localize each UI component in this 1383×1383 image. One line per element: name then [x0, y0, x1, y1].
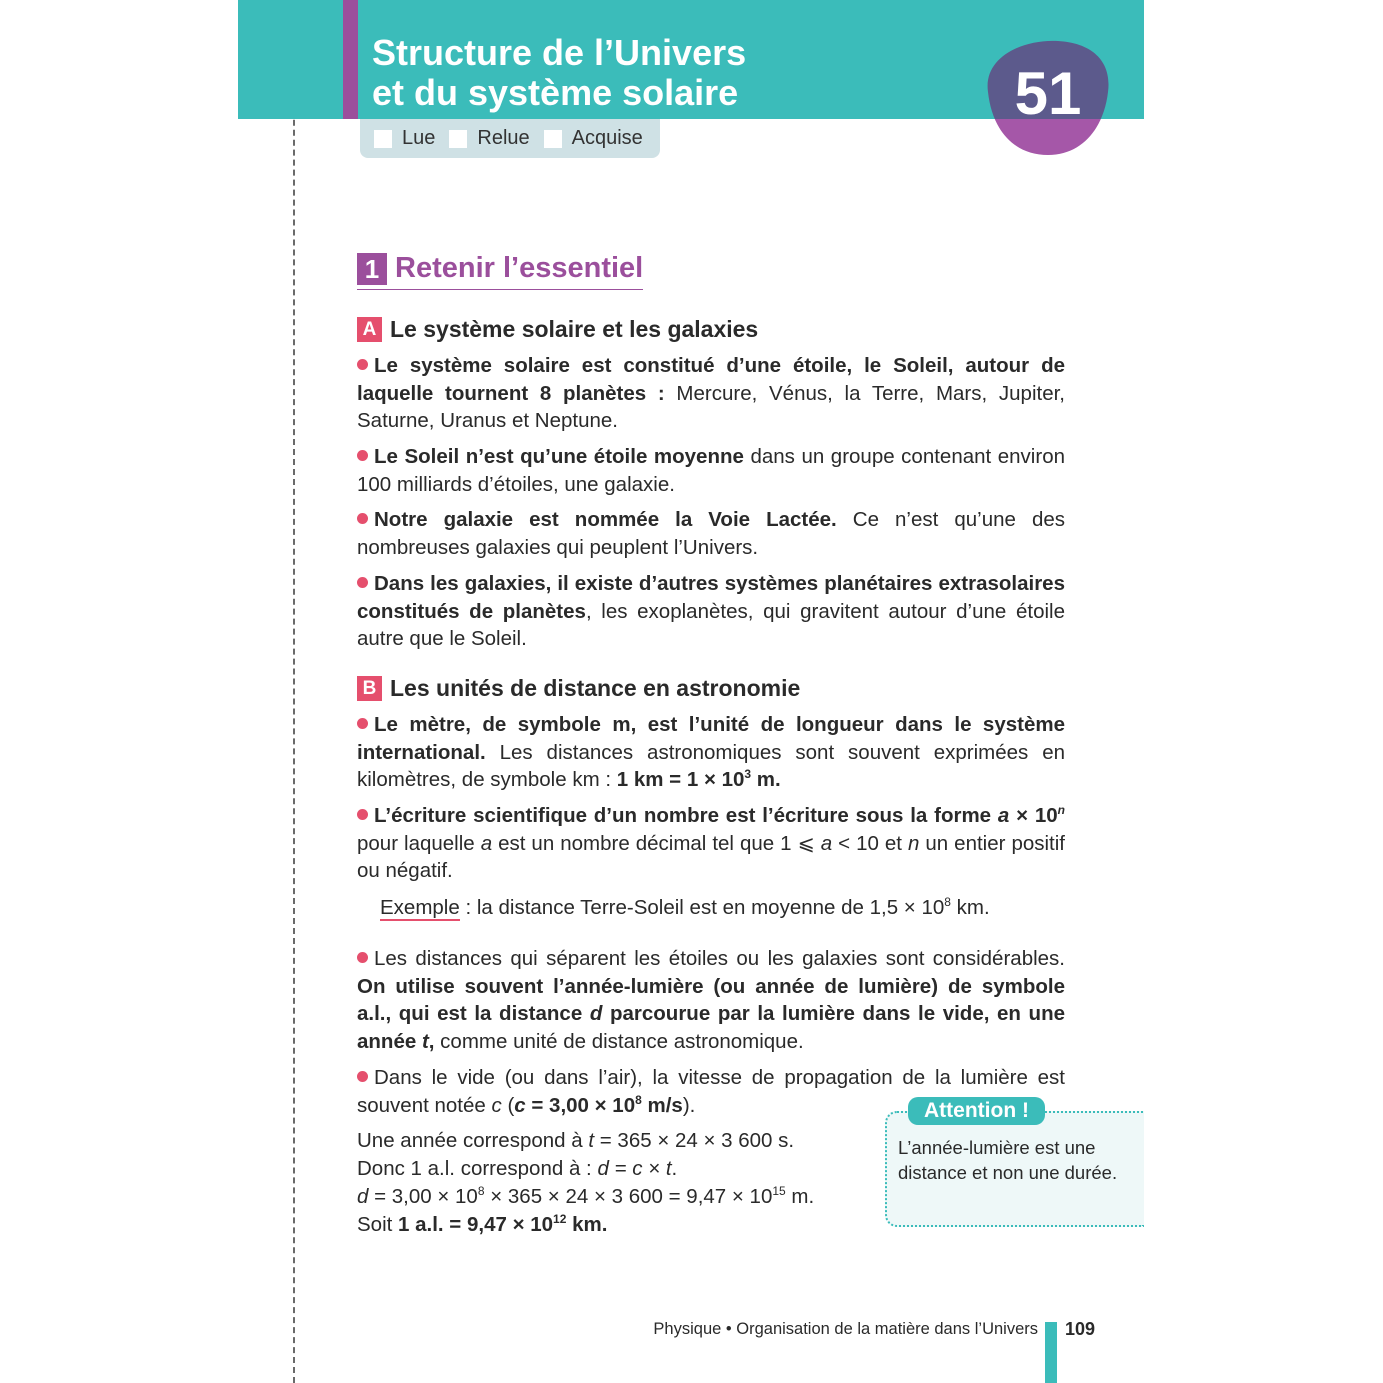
status-acquise-checkbox[interactable]	[544, 127, 643, 150]
text-bold: Le système solaire est constitué d’une étoile, le Soleil, autour de laquelle tournent 8 planètes :	[357, 354, 1065, 405]
section-number: 1	[357, 253, 387, 285]
footer-accent-bar	[1045, 1322, 1057, 1383]
attention-text: L’année-lumière est une distance et non une durée.	[898, 1137, 1118, 1183]
formula: 1 km = 1 × 10	[616, 768, 745, 791]
calc-line-2	[357, 1155, 814, 1183]
text-bold: Notre galaxie est nommée la Voie Lactée.	[374, 508, 837, 531]
checkbox-icon	[544, 130, 562, 148]
calc-line-3	[357, 1183, 814, 1211]
variable-d: d	[589, 1002, 603, 1025]
exponent: 3	[744, 767, 752, 782]
header-accent-bar	[343, 0, 358, 119]
section-heading	[357, 252, 643, 290]
subsection-a-letter: A	[357, 317, 382, 342]
variable-a: a	[480, 831, 493, 855]
text: Mercure, Vénus, la Terre, Mars, Jupiter, Saturne, Uranus et Neptune.	[357, 381, 1065, 432]
text-bold: L’écriture scientifique d’un nombre est l’écriture sous la forme	[374, 804, 992, 827]
variable-a: a	[820, 831, 833, 855]
variable-c: c	[491, 1093, 502, 1117]
text: .	[671, 1157, 678, 1180]
calc-line-4	[357, 1211, 814, 1239]
footer-chapter: Organisation de la matière dans l’Univers	[736, 1320, 1038, 1338]
example-text: : la distance Terre-Soleil est en moyenne de 1,5 × 10	[459, 896, 945, 919]
text: comme unité de distance astronomique.	[434, 1029, 804, 1053]
paragraph-b2	[357, 802, 1065, 885]
bullet-icon	[357, 450, 368, 461]
status-acquise-label: Acquise	[571, 127, 643, 149]
paragraph-b3	[357, 945, 1065, 1055]
unit: m.	[751, 768, 781, 791]
text-bold: ,	[428, 1029, 435, 1053]
text-bold: Le mètre, de symbole m, est l’unité de longueur dans le système international.	[357, 713, 1065, 764]
text: ).	[682, 1093, 696, 1117]
variable-c: c	[514, 1093, 526, 1117]
exponent: 8	[944, 895, 951, 910]
title-line-2: et du système solaire	[372, 72, 739, 113]
status-lue-label: Lue	[402, 127, 436, 149]
sheet-number: 51	[1014, 60, 1082, 127]
text: < 10 et	[832, 831, 908, 855]
bullet-icon	[357, 952, 368, 963]
text-bold: On utilise souvent l’année-lumière (ou année de lumière) de symbole a.l., qui est la distance	[357, 974, 1065, 1025]
exponent: 15	[772, 1184, 786, 1199]
status-relue-label: Relue	[477, 127, 530, 149]
sheet-number-badge	[978, 37, 1112, 155]
status-lue-checkbox[interactable]	[374, 127, 435, 150]
footer-subject: Physique	[653, 1320, 722, 1338]
exponent: 8	[477, 1184, 485, 1199]
paragraph-a1	[357, 352, 1065, 435]
page-title	[372, 33, 746, 113]
text: Une année correspond à	[357, 1129, 589, 1152]
text: est un nombre décimal tel que 1 ⩽	[492, 831, 821, 855]
checkbox-icon	[374, 130, 392, 148]
text: = 365 × 24 × 3 600 s.	[594, 1129, 795, 1152]
text: pour laquelle	[357, 831, 481, 855]
text-bold: Le Soleil n’est qu’une étoile moyenne	[374, 445, 744, 468]
text: , les exoplanètes, qui gravitent autour d’une étoile autre que le Soleil.	[357, 599, 1065, 650]
reading-status-bar	[360, 119, 660, 158]
variable-a: a	[997, 804, 1010, 827]
bullet-icon	[357, 809, 368, 820]
example-line	[380, 894, 990, 922]
variable-t: t	[421, 1029, 429, 1053]
paragraph-a4	[357, 570, 1065, 653]
text: Ce n’est qu’une des nombreuses galaxies qui peuplent l’Univers.	[357, 508, 1066, 559]
bullet-icon	[357, 1071, 368, 1082]
paragraph-a3	[357, 506, 1065, 561]
unit: km.	[950, 896, 990, 919]
attention-label: Attention !	[908, 1097, 1045, 1125]
text: (	[501, 1093, 515, 1117]
unit: km.	[566, 1213, 608, 1236]
footer-separator: •	[721, 1320, 737, 1338]
example-label: Exemple	[380, 896, 460, 919]
paragraph-a2	[357, 443, 1065, 498]
bullet-icon	[357, 718, 368, 729]
unit: m/s	[641, 1093, 683, 1117]
calc-line-1	[357, 1127, 814, 1155]
text: Soit	[357, 1213, 399, 1236]
exponent: 12	[553, 1212, 567, 1227]
subsection-b-heading	[357, 675, 800, 702]
formula: = 3,00 × 10	[525, 1093, 636, 1117]
subsection-a-heading	[357, 316, 758, 343]
formula: d = c × t	[597, 1157, 672, 1180]
variable-t: t	[588, 1129, 595, 1152]
text: = 3,00 × 10	[368, 1185, 478, 1208]
status-relue-checkbox[interactable]	[449, 127, 529, 150]
variable-n: n	[907, 831, 920, 855]
page-number: 109	[1065, 1319, 1096, 1339]
formula: × 10	[1009, 804, 1058, 827]
bullet-icon	[357, 513, 368, 524]
bullet-icon	[357, 359, 368, 370]
text: dans un groupe contenant environ 100 milliards d’étoiles, une galaxie.	[357, 445, 1065, 496]
exponent: 8	[635, 1092, 642, 1107]
text: Donc 1 a.l. correspond à :	[357, 1157, 598, 1180]
variable-d: d	[357, 1185, 369, 1208]
subsection-a-title: Le système solaire et les galaxies	[390, 316, 759, 342]
cut-line	[293, 0, 295, 1383]
text: un entier positif ou négatif.	[357, 831, 1065, 882]
text: Les distances astronomiques sont souvent exprimées en kilomètres, de symbole km :	[357, 740, 1065, 791]
section-title: Retenir l’essentiel	[395, 252, 644, 284]
text-bold: Dans les galaxies, il existe d’autres systèmes planétaires extrasolaires constitués de planètes	[357, 572, 1065, 623]
text: Dans le vide (ou dans l’air), la vitesse de propagation de la lumière est souvent notée	[357, 1066, 1065, 1117]
text: Les distances qui séparent les étoiles ou les galaxies sont considérables.	[374, 947, 1065, 970]
text-bold: parcourue par la lumière dans le vide, en une année	[357, 1002, 1065, 1053]
text: × 365 × 24 × 3 600 = 9,47 × 10	[484, 1185, 773, 1208]
text-bold: 1 a.l. = 9,47 × 10	[398, 1213, 554, 1236]
footer-breadcrumb	[653, 1320, 1038, 1339]
exponent: n	[1057, 803, 1065, 818]
calculation-block	[357, 1127, 814, 1239]
paragraph-b1	[357, 711, 1065, 794]
unit: m.	[785, 1185, 815, 1208]
subsection-b-title: Les unités de distance en astronomie	[390, 675, 801, 701]
checkbox-icon	[449, 130, 467, 148]
title-line-1: Structure de l’Univers	[372, 32, 747, 73]
bullet-icon	[357, 577, 368, 588]
subsection-b-letter: B	[357, 676, 382, 701]
